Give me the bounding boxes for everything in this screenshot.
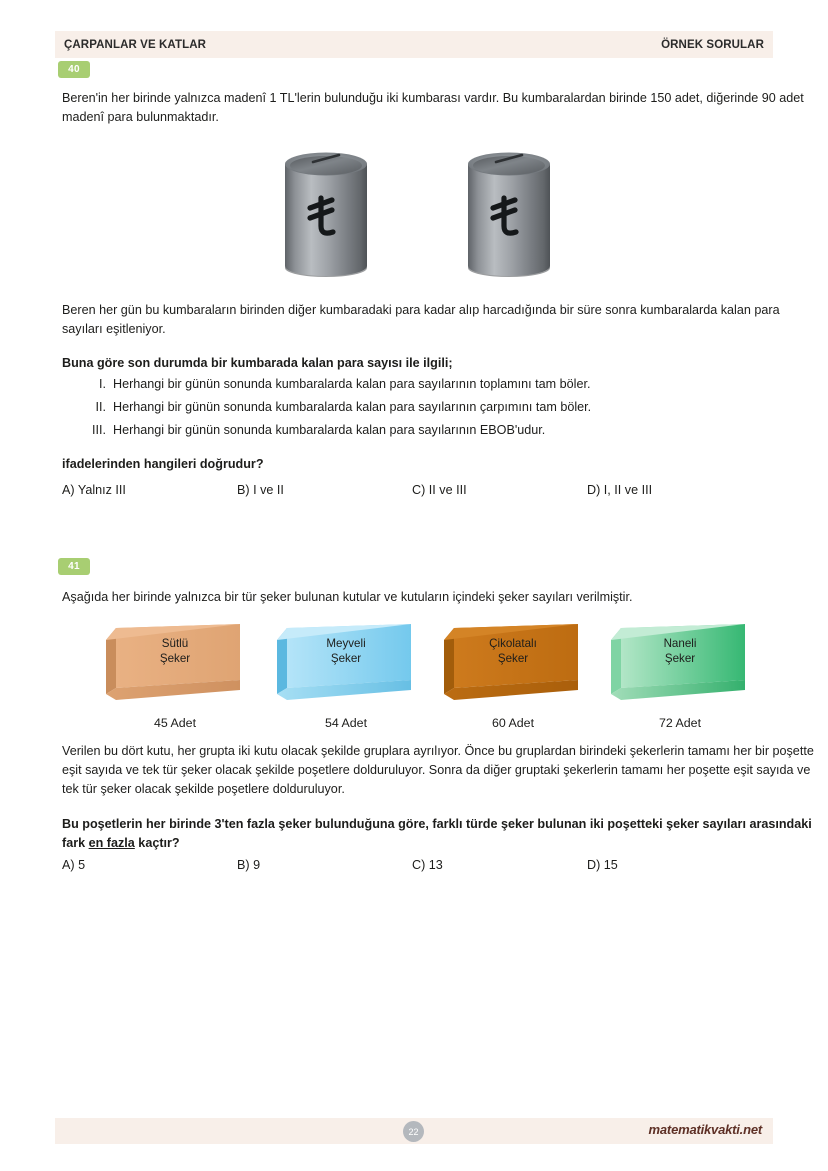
header-section-label: ÖRNEK SORULAR [661, 38, 764, 51]
list-item [82, 421, 812, 440]
list-item [82, 375, 812, 394]
question-41-figure-candy-boxes [95, 618, 775, 730]
statement-text: Herhangi bir günün sonunda kumbaralarda kalan para sayılarının toplamını tam böler. [113, 377, 591, 391]
ask-text-after: kaçtır? [134, 836, 180, 850]
header-chapter-title: ÇARPANLAR VE KATLAR [64, 38, 207, 51]
question-40-intro-text: Beren'in her birinde yalnızca madenî 1 TL'lerin bulunduğu iki kumbarası vardır. Bu kumbaralardan birinde 150 adet, diğerinde 90 adet madenî para bulunmaktadır. [62, 91, 804, 124]
candy-box-label-line2: Şeker [497, 652, 529, 665]
candy-box-caption: 45 Adet [153, 716, 197, 730]
candy-box-3 [605, 618, 755, 730]
list-item [82, 398, 812, 417]
answer-option-b[interactable]: B) I ve II [237, 483, 284, 497]
question-40-figure-money-boxes [255, 136, 595, 288]
candy-box-label-line2: Şeker [330, 652, 362, 665]
site-watermark: matematikvakti.net [648, 1122, 762, 1137]
statement-numeral: III. [92, 423, 106, 437]
question-41-ask-text [62, 815, 814, 853]
question-41-body-text: Verilen bu dört kutu, her grupta iki kutu olacak şekilde gruplara ayrılıyor. Önce bu gruplardan birindeki şekerlerin tamamı her bir poşette eşit sayıda ve tek tür şeker olacak şekilde poşetlere dolduruluyor. Sonra da diğer gruptaki şekerlerin tamamı her poşette eşit sayıda ve tek tür şeker olacak şekilde poşetlere dolduruluyor. [62, 744, 814, 796]
ask-text-before: Bu poşetlerin her birinde 3'ten fazla şeker bulunduğuna göre, farklı türde şeker bulunan iki poşetteki şeker sayıları arasındaki fark [62, 817, 812, 850]
question-40-statement-list [82, 375, 812, 444]
statement-text: Herhangi bir günün sonunda kumbaralarda kalan para sayılarının EBOB'udur. [113, 423, 546, 437]
answer-option-c[interactable]: C) 13 [412, 858, 443, 872]
question-40-answer-options [62, 483, 762, 497]
candy-box-1 [271, 618, 421, 730]
page-header [55, 31, 773, 58]
candy-box-2 [438, 618, 588, 730]
statement-numeral: II. [95, 400, 106, 414]
answer-option-a[interactable]: A) 5 [62, 858, 86, 872]
candy-box-label-line1: Meyveli [326, 637, 366, 650]
answer-option-d[interactable]: D) I, II ve III [587, 483, 653, 497]
candy-box-icon [438, 618, 588, 706]
answer-option-a[interactable]: A) Yalnız III [62, 483, 126, 497]
question-number-badge-40: 40 [58, 61, 90, 78]
candy-box-caption: 72 Adet [658, 716, 702, 730]
candy-box-caption: 54 Adet [324, 716, 368, 730]
question-number-badge-41: 41 [58, 558, 90, 575]
answer-option-d[interactable]: D) 15 [587, 858, 618, 872]
candy-box-label-line2: Şeker [664, 652, 696, 665]
question-40-lead-text: Buna göre son durumda bir kumbarada kalan para sayısı ile ilgili; [62, 356, 453, 370]
candy-box-label-line1: Sütlü [161, 637, 189, 650]
question-40-body-text: Beren her gün bu kumbaraların birinden diğer kumbaradaki para kadar alıp harcadığında bir süre sonra kumbaralarda kalan para sayıları eşitleniyor. [62, 303, 780, 336]
answer-option-b[interactable]: B) 9 [237, 858, 261, 872]
candy-box-icon [605, 618, 755, 706]
candy-box-icon [271, 618, 421, 706]
question-41-answer-options [62, 858, 762, 872]
candy-box-label-line1: Naneli [663, 637, 697, 650]
question-41-intro-text: Aşağıda her birinde yalnızca bir tür şeker bulunan kutular ve kutuların içindeki şeker sayıları verilmiştir. [62, 590, 633, 604]
candy-box-caption: 60 Adet [491, 716, 535, 730]
statement-numeral: I. [99, 377, 106, 391]
page-number-badge: 22 [403, 1121, 424, 1142]
candy-box-label-line1: Çikolatalı [489, 637, 537, 650]
question-40-ask-text: ifadelerinden hangileri doğrudur? [62, 457, 264, 471]
answer-option-c[interactable]: C) II ve III [412, 483, 467, 497]
candy-box-label-line2: Şeker [159, 652, 191, 665]
statement-text: Herhangi bir günün sonunda kumbaralarda kalan para sayılarının çarpımını tam böler. [113, 400, 592, 414]
candy-box-0 [100, 618, 250, 730]
ask-text-underlined: en fazla [88, 836, 135, 850]
piggy-bank-icon [277, 140, 375, 280]
piggy-bank-icon [460, 140, 558, 280]
candy-box-icon [100, 618, 250, 706]
